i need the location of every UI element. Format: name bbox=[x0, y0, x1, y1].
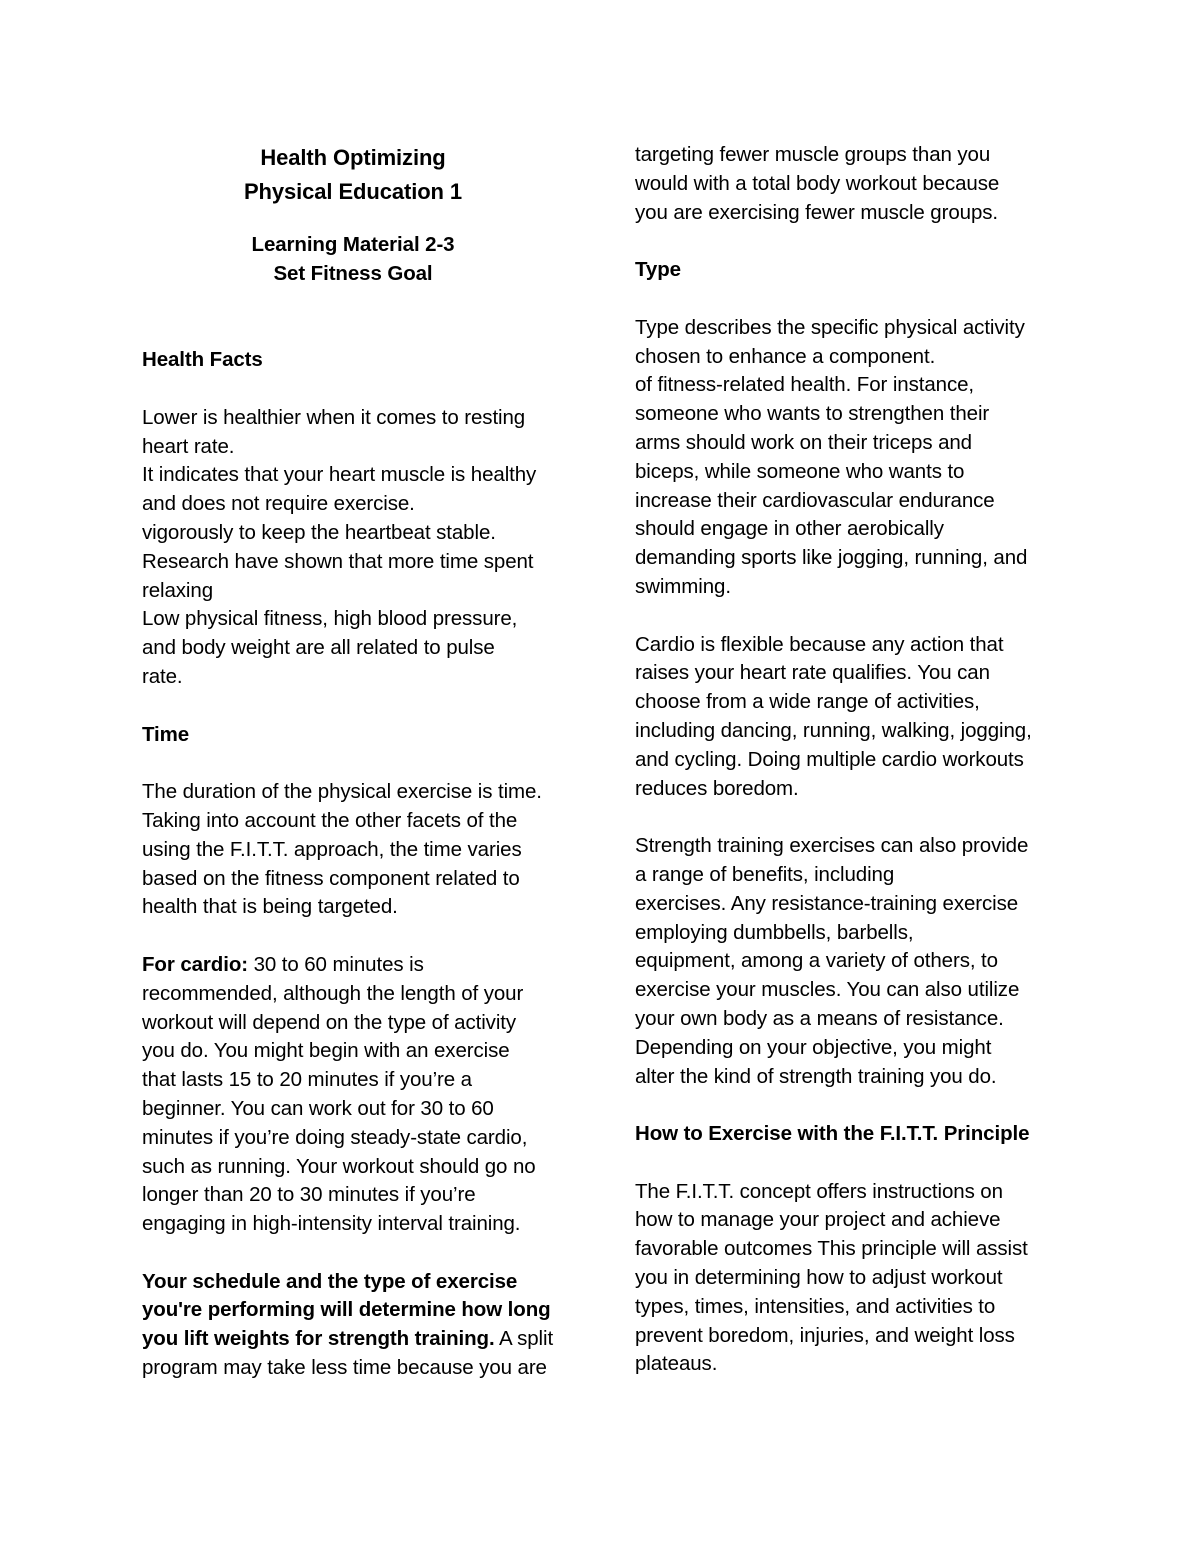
left-column bbox=[142, 141, 572, 1383]
text-line: and body weight are all related to pulse bbox=[142, 636, 495, 660]
text-line: someone who wants to strengthen their bbox=[635, 402, 990, 426]
text-line: that lasts 15 to 20 minutes if you’re a bbox=[142, 1068, 472, 1092]
text-line: program may take less time because you are bbox=[142, 1356, 547, 1380]
fitt-heading: How to Exercise with the F.I.T.T. Principle bbox=[635, 1122, 1030, 1146]
text-line: reduces boredom. bbox=[635, 776, 799, 800]
text-line: based on the fitness component related to bbox=[142, 866, 520, 890]
title-line-4: Set Fitness Goal bbox=[273, 261, 433, 285]
fitt-paragraph bbox=[635, 1178, 1075, 1380]
text-line: and does not require exercise. bbox=[142, 492, 415, 516]
text-line bbox=[142, 951, 572, 980]
text-line: relaxing bbox=[142, 578, 213, 602]
text-line: recommended, although the length of your bbox=[142, 981, 524, 1005]
right-column bbox=[635, 141, 1075, 1379]
text-line: arms should work on their triceps and bbox=[635, 430, 972, 454]
schedule-rest: A split bbox=[494, 1327, 554, 1351]
text-line: swimming. bbox=[635, 574, 731, 598]
title-line-2: Physical Education 1 bbox=[243, 179, 463, 204]
cardio-type-paragraph bbox=[635, 631, 1075, 804]
text-line: you in determining how to adjust workout bbox=[635, 1266, 1003, 1290]
time-heading: Time bbox=[142, 722, 190, 746]
text-line: health that is being targeted. bbox=[142, 895, 398, 919]
text-line: types, times, intensities, and activities to bbox=[635, 1294, 996, 1318]
title-line-1: Health Optimizing bbox=[260, 145, 446, 170]
schedule-bold-last: you lift weights for strength training. bbox=[142, 1327, 495, 1351]
text-line: using the F.I.T.T. approach, the time varies bbox=[142, 837, 522, 861]
text-line: chosen to enhance a component. bbox=[635, 344, 936, 368]
health-facts-paragraph bbox=[142, 404, 572, 692]
cardio-time-paragraph bbox=[142, 951, 572, 1239]
text-line: choose from a wide range of activities, bbox=[635, 690, 980, 714]
text-line: Your schedule and the type of exercise bbox=[142, 1269, 518, 1293]
text-line: employing dumbbells, barbells, bbox=[635, 920, 914, 944]
text-line: longer than 20 to 30 minutes if you’re bbox=[142, 1183, 476, 1207]
text-line: vigorously to keep the heartbeat stable. bbox=[142, 520, 496, 544]
text-line: Type describes the specific physical activity bbox=[635, 315, 1025, 339]
text-line: including dancing, running, walking, jogging, bbox=[635, 718, 1032, 742]
text-line: targeting fewer muscle groups than you bbox=[635, 143, 991, 166]
text-line: engaging in high-intensity interval training. bbox=[142, 1212, 521, 1236]
text-line: equipment, among a variety of others, to bbox=[635, 949, 998, 973]
text-line: Depending on your objective, you might bbox=[635, 1035, 992, 1059]
text-line: of fitness-related health. For instance, bbox=[635, 373, 974, 397]
text-line: and cycling. Doing multiple cardio workouts bbox=[635, 747, 1024, 771]
text-line: The F.I.T.T. concept offers instructions on bbox=[635, 1179, 1003, 1203]
continued-paragraph bbox=[635, 141, 1075, 227]
strength-time-paragraph bbox=[142, 1268, 572, 1383]
text-line: Research have shown that more time spent bbox=[142, 549, 534, 573]
text-line: such as running. Your workout should go no bbox=[142, 1154, 536, 1178]
text-line bbox=[142, 1325, 572, 1354]
type-heading: Type bbox=[635, 258, 681, 282]
text-line: demanding sports like jogging, running, and bbox=[635, 546, 1028, 570]
text-line: you're performing will determine how long bbox=[142, 1298, 551, 1322]
text-line: Taking into account the other facets of the bbox=[142, 808, 518, 832]
text-line: exercises. Any resistance-training exercise bbox=[635, 891, 1019, 915]
text-line: exercise your muscles. You can also utilize bbox=[635, 978, 1020, 1002]
strength-type-paragraph bbox=[635, 832, 1075, 1091]
text-line: should engage in other aerobically bbox=[635, 517, 944, 541]
text-line: workout will depend on the type of activity bbox=[142, 1010, 517, 1034]
text-line: heart rate. bbox=[142, 434, 235, 458]
time-paragraph bbox=[142, 778, 572, 922]
text-line: Strength training exercises can also provide bbox=[635, 834, 1029, 858]
text-line: increase their cardiovascular endurance bbox=[635, 488, 995, 512]
text-line: biceps, while someone who wants to bbox=[635, 459, 965, 483]
text-line: Lower is healthier when it comes to resting bbox=[142, 405, 526, 429]
health-facts-heading: Health Facts bbox=[142, 348, 263, 372]
text-line: The duration of the physical exercise is time. bbox=[142, 780, 542, 804]
text-line: your own body as a means of resistance. bbox=[635, 1006, 1004, 1030]
title-line-3: Learning Material 2-3 bbox=[251, 233, 455, 256]
text-line: minutes if you’re doing steady-state cardio, bbox=[142, 1125, 528, 1149]
text-line: plateaus. bbox=[635, 1352, 718, 1376]
text-line: favorable outcomes This principle will assist bbox=[635, 1237, 1028, 1261]
text-line: Low physical fitness, high blood pressure, bbox=[142, 607, 518, 631]
text-line: It indicates that your heart muscle is healthy bbox=[142, 463, 537, 487]
cardio-first-rest: 30 to 60 minutes is bbox=[247, 952, 424, 976]
text-line: how to manage your project and achieve bbox=[635, 1208, 1001, 1232]
title-block bbox=[142, 141, 564, 289]
text-line: Cardio is flexible because any action that bbox=[635, 632, 1004, 656]
text-line: beginner. You can work out for 30 to 60 bbox=[142, 1096, 494, 1120]
text-line: a range of benefits, including bbox=[635, 862, 895, 886]
text-line: prevent boredom, injuries, and weight loss bbox=[635, 1323, 1015, 1347]
text-line: you do. You might begin with an exercise bbox=[142, 1039, 510, 1063]
text-line: rate. bbox=[142, 664, 183, 688]
type-paragraph bbox=[635, 314, 1075, 602]
text-line: you are exercising fewer muscle groups. bbox=[635, 200, 998, 224]
text-line: would with a total body workout because bbox=[635, 171, 1000, 195]
text-line: alter the kind of strength training you do. bbox=[635, 1064, 997, 1088]
text-line: raises your heart rate qualifies. You can bbox=[635, 661, 990, 685]
cardio-label: For cardio: bbox=[142, 952, 248, 976]
